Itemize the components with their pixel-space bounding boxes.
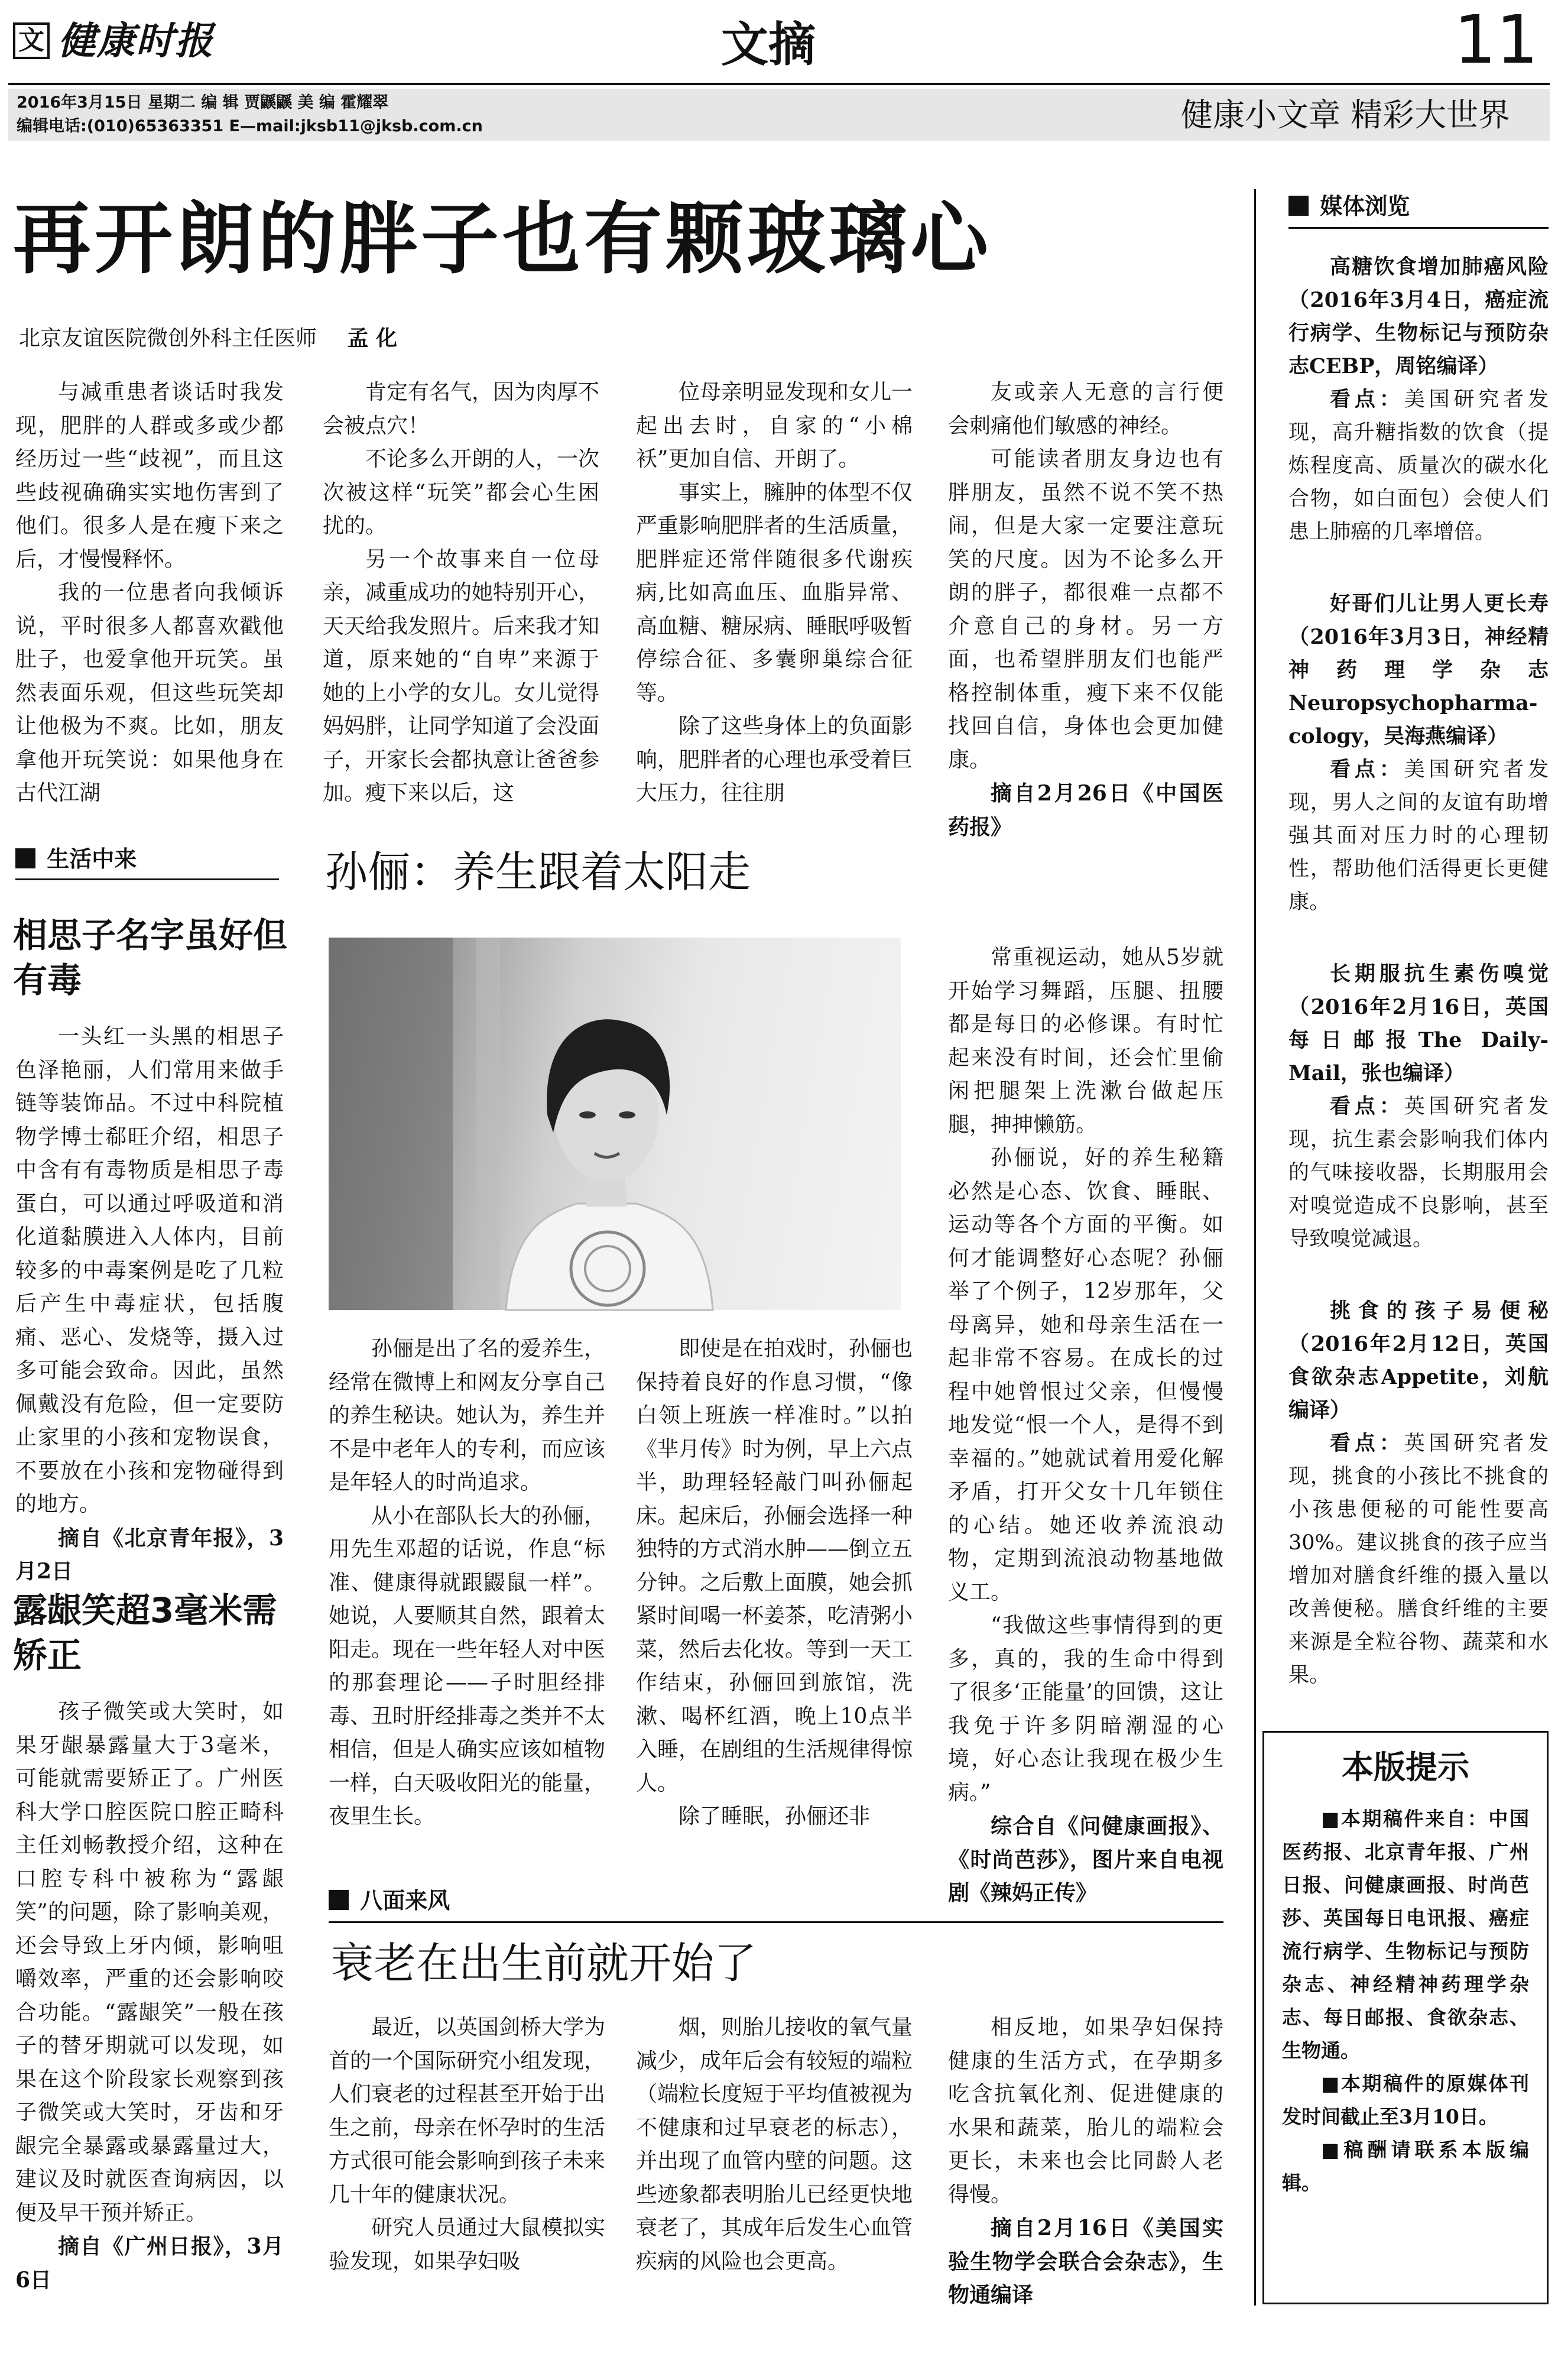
media-item-summary: [1288, 1427, 1549, 1692]
lead-paragraph: 不论多么开朗的人，一次次被这样“玩笑”都会心生困扰的。: [323, 447, 600, 538]
section-tag-life: [15, 844, 137, 874]
media-item-title: 长期服抗生素伤嗅觉（2016年2月16日，英国每日邮报The Daily-Mail，张也编译）: [1288, 962, 1549, 1085]
sunli-paragraph: 从小在部队长大的孙俪，用先生邓超的话说，作息“标准、健康得就跟鼹鼠一样”。她说，人要顺其自然，跟着太阳走。现在一些年轻人对中医的那套理论——子时胆经排毒、丑时肝经排毒之类并不太相信，但是人确实应该如植物一样，白天吸收阳光的能量，夜里生长。: [329, 1503, 606, 1828]
look-text: 美国研究者发现，男人之间的友谊有助增强其面对压力时的心理韧性，帮助他们活得更长更健康。: [1288, 758, 1549, 914]
aging-headline: 衰老在出生前就开始了: [331, 1938, 757, 1988]
sunli-paragraph: 除了睡眠，孙俪还非: [679, 1804, 871, 1828]
media-item-summary: [1288, 753, 1549, 919]
notes-list: [1282, 1802, 1529, 2200]
lead-paragraph: 事实上，臃肿的体型不仅严重影响肥胖者的生活质量，肥胖症还常伴随很多代谢疾病,比如高血压、血脂异常、高血糖、糖尿病、睡眠呼吸暂停综合征、多囊卵巢综合征等。: [636, 480, 913, 705]
sunli-col-right: [948, 941, 1223, 1905]
aging-paragraph: 相反地，如果孕妇保持健康的生活方式，在孕期多吃含抗氧化剂、促进健康的水果和蔬菜，胎儿的端粒会更长，未来也会比同龄人老得慢。: [948, 2015, 1223, 2207]
section-rule-media: [1288, 227, 1549, 229]
notes-box: [1262, 1731, 1549, 2304]
info-line-contact: 编辑电话:(010)65363351 E—mail:jksb11@jksb.com.cn: [17, 117, 483, 135]
story-source: 摘自《广州日报》，3月6日: [15, 2234, 284, 2293]
sunli-col-a: [329, 1332, 605, 1865]
aging-paragraph: 烟，则胎儿接收的氧气量减少，成年后会有较短的端粒（端粒长度短于平均值被视为不健康和过早衰老的标志），并出现了血管内壁的问题。这些迹象都表明胎儿已经更快地衰老了，其成年后发生心血管疾病的风险也会更高。: [636, 2015, 913, 2274]
lead-paragraph: 另一个故事来自一位母亲，减重成功的她特别开心，天天给我发照片。后来我才知道，原来她的“自卑”来源于她的上小学的女儿。女儿觉得妈妈胖，让同学知道了会没面子，开家长会都执意让爸爸参加。瘦下来以后，这: [323, 547, 600, 805]
sunli-paragraph: 即使是在拍戏时，孙俪也保持着良好的作息习惯，“像白领上班族一样准时。”以拍《芈月传》时为例，早上六点半，助理轻轻敲门叫孙俪起床。起床后，孙俪会选择一种独特的方式消水肿——倒立五分钟。之后敷上面膜，她会抓紧时间喝一杯姜茶，吃清粥小菜，然后去化妆。等到一天工作结束，孙俪回到旅馆，洗漱、喝杯红酒，晚上10点半入睡，在剧组的生活规律得惊人。: [636, 1337, 913, 1795]
look-text: 英国研究者发现，挑食的小孩比不挑食的小孩患便秘的可能性要高30%。建议挑食的孩子应当增加对膳食纤维的摄入量以改善便秘。膳食纤维的主要来源是全粒谷物、蔬菜和水果。: [1288, 1432, 1549, 1687]
section-rule-eight-winds: [329, 1921, 1223, 1923]
lead-paragraph: 肯定有名气，因为肉厚不会被点穴！: [323, 380, 600, 438]
look-label: 看点：: [1330, 757, 1404, 782]
sidebar-divider: [1254, 189, 1256, 2306]
lead-byline: [19, 324, 397, 354]
look-label: 看点：: [1330, 1431, 1404, 1455]
page-number: 11: [1454, 2, 1538, 79]
notes-item: ■本期稿件来自：中国医药报、北京青年报、广州日报、问健康画报、时尚芭莎、英国每日电讯报、癌症流行病学、生物标记与预防杂志、神经精神药理学杂志、每日邮报、食欲杂志、生物通。: [1282, 1807, 1529, 2062]
lead-paragraph: 可能读者朋友身边也有胖朋友，虽然不说不笑不热闹，但是大家一定要注意玩笑的尺度。因为不论多么开朗的胖子，都很难一点都不介意自己的身材。另一方面，也希望胖朋友们也能严格控制体重，瘦下来不仅能找回自信，身体也会更加健康。: [948, 447, 1223, 772]
info-line-date: 2016年3月15日 星期二 编 辑 贾鼷鼷 美 编 霍耀翠: [17, 93, 389, 112]
sunli-paragraph: 孙俪说，好的养生秘籍必然是心态、饮食、睡眠、运动等各个方面的平衡。如何才能调整好心态呢？孙俪举了个例子，12岁那年，父母离异，她和母亲生活在一起非常不容易。在成长的过程中她曾恨过父亲，但慢慢地发觉“恨一个人，是得不到幸福的。”她就试着用爱化解矛盾，打开父女十几年锁住的心结。她还收养流浪动物，定期到流浪动物基地做义工。: [948, 1146, 1223, 1604]
story-paragraph: 孩子微笑或大笑时，如果牙龈暴露量大于3毫米，可能就需要矫正了。广州医科大学口腔医院口腔正畸科主任刘畅教授介绍，这种在口腔专科中被称为“露龈笑”的问题，除了影响美观，还会导致上牙内倾，影响咀嚼效率，严重的还会影响咬合功能。“露龈笑”一般在孩子的替牙期就可以发现，如果在这个阶段家长观察到孩子微笑或大笑时，牙齿和牙龈完全暴露或暴露量过大，建议及时就医查询病因，以便及早干预并矫正。: [15, 1700, 284, 2225]
story-paragraph: 一头红一头黑的相思子色泽艳丽，人们常用来做手链等装饰品。不过中科院植物学博士郗旺介绍，相思子中含有有毒物质是相思子毒蛋白，可以通过呼吸道和消化道黏膜进入人体内，目前较多的中毒案例是吃了几粒后产生中毒症状，包括腹痛、恶心、发烧等，摄入过多可能会致命。因此，虽然佩戴没有危险，但一定要防止家里的小孩和宠物误食，不要放在小孩和宠物碰得到的地方。: [15, 1024, 284, 1516]
sunli-col-b: [636, 1332, 913, 1865]
aging-col-2: [636, 2011, 913, 2348]
byline-name: 孟 化: [347, 326, 398, 351]
section-tag-eight-winds: [329, 1886, 450, 1915]
sunli-headline: 孙俪：养生跟着太阳走: [325, 847, 751, 897]
slogan: 健康小文章 精彩大世界: [1181, 96, 1511, 134]
notes-item: ■稿酬请联系本版编辑。: [1282, 2138, 1529, 2194]
lead-source: 摘自2月26日《中国医药报》: [948, 781, 1223, 839]
section-title: 文摘: [721, 17, 816, 72]
sunli-paragraph: 常重视运动，她从5岁就开始学习舞蹈，压腿、扭腰都是每日的必修课。有时忙起来没有时间，还会忙里偷闲把腿架上洗漱台做起压腿，抻抻懒筋。: [948, 945, 1223, 1137]
paper-name: 健康时报: [58, 19, 214, 63]
byline-org: 北京友谊医院微创外科主任医师: [19, 326, 317, 351]
look-label: 看点：: [1330, 387, 1404, 411]
aging-paragraph: 最近，以英国剑桥大学为首的一个国际研究小组发现，人们衰老的过程甚至开始于出生之前，母亲在怀孕时的生活方式很可能会影响到孩子未来几十年的健康状况。: [329, 2015, 606, 2207]
aging-col-1: [329, 2011, 605, 2348]
sunli-paragraph: “我做这些事情得到的更多，真的，我的生命中得到了很多‘正能量’的回馈，这让我免于许多阴暗潮湿的心境，好心态让我现在极少生病。”: [948, 1613, 1223, 1805]
story-body-jequirity: [15, 1020, 284, 1588]
aging-col-3: [948, 2011, 1223, 2348]
lead-headline: 再开朗的胖子也有颗玻璃心: [13, 193, 992, 285]
section-rule-life: [15, 878, 279, 880]
lead-col-4: [948, 376, 1223, 839]
portrait-illustration: [329, 938, 901, 1310]
lead-col-2: [323, 376, 599, 813]
masthead-rule: [8, 83, 1550, 85]
story-source: 摘自《北京青年报》，3月2日: [15, 1525, 284, 1584]
media-item-summary: [1288, 1090, 1549, 1256]
notes-item: ■本期稿件的原媒体刊发时间截止至3月10日。: [1282, 2072, 1529, 2128]
media-item: [1288, 1295, 1549, 1692]
story-title-gummy-smile: 露龈笑超3毫米需矫正: [13, 1590, 277, 1675]
sunli-photo: [329, 938, 901, 1310]
media-item: [1288, 251, 1549, 549]
look-text: 英国研究者发现，抗生素会影响我们体内的气味接收器，长期服用会对嗅觉造成不良影响，甚至导致嗅觉减退。: [1288, 1095, 1549, 1251]
sunli-source: 综合自《问健康画报》、《时尚芭莎》，图片来自电视剧《辣妈正传》: [948, 1814, 1223, 1905]
aging-paragraph: 研究人员通过大鼠模拟实验发现，如果孕妇吸: [329, 2216, 606, 2274]
section-tag-label: 生活中来: [47, 846, 137, 872]
lead-paragraph: 友或亲人无意的言行便会刺痛他们敏感的神经。: [948, 380, 1223, 438]
story-title-jequirity: 相思子名字虽好但有毒: [13, 915, 288, 1000]
media-list: [1288, 251, 1549, 1729]
story-body-gummy-smile: [15, 1695, 284, 2298]
section-tag-label: 媒体浏览: [1320, 193, 1410, 219]
media-item-title: 高糖饮食增加肺癌风险（2016年3月4日，癌症流行病学、生物标记与预防杂志CEBP，周铭编译）: [1288, 255, 1549, 378]
media-item: [1288, 588, 1549, 919]
section-tag-label: 八面来风: [360, 1888, 450, 1914]
lead-paragraph: 除了这些身体上的负面影响，肥胖者的心理也承受着巨大压力，往往朋: [636, 714, 913, 805]
lead-col-3: [636, 376, 913, 813]
media-item-summary: [1288, 383, 1549, 549]
lead-paragraph: 与减重患者谈话时我发现，肥胖的人群或多或少都经历过一些“歧视”，而且这些歧视确确实实地伤害到了他们。很多人是在瘦下来之后，才慢慢释怀。: [15, 380, 284, 572]
notes-title: 本版提示: [1342, 1749, 1469, 1786]
look-text: 美国研究者发现，高升糖指数的饮食（提炼程度高、质量次的碳水化合物，如白面包）会使人们患上肺癌的几率增倍。: [1288, 388, 1549, 544]
lead-col-1: [15, 376, 284, 813]
media-item-title: 挑食的孩子易便秘（2016年2月12日，英国食欲杂志Appetite，刘航编译）: [1288, 1299, 1549, 1422]
media-item-title: 好哥们儿让男人更长寿（2016年3月3日，神经精神药理学杂志Neuropsychopharma-cology，吴海燕编译）: [1288, 592, 1549, 748]
logo-mark: 文: [13, 22, 50, 59]
sunli-paragraph: 孙俪是出了名的爱养生，经常在微博上和网友分享自己的养生秘诀。她认为，养生并不是中老年人的专利，而应该是年轻人的时尚追求。: [329, 1337, 606, 1494]
media-item: [1288, 958, 1549, 1256]
lead-paragraph: 我的一位患者向我倾诉说，平时很多人都喜欢戳他肚子，也爱拿他开玩笑。虽然表面乐观，但这些玩笑却让他极为不爽。比如，朋友拿他开玩笑说：如果他身在古代江湖: [15, 581, 284, 805]
section-tag-media: [1288, 192, 1410, 221]
lead-paragraph: 位母亲明显发现和女儿一起出去时，自家的“小棉袄”更加自信、开朗了。: [636, 380, 913, 471]
aging-source: 摘自2月16日《美国实验生物学会联合会杂志》，生物通编译: [948, 2216, 1223, 2307]
look-label: 看点：: [1330, 1094, 1404, 1118]
